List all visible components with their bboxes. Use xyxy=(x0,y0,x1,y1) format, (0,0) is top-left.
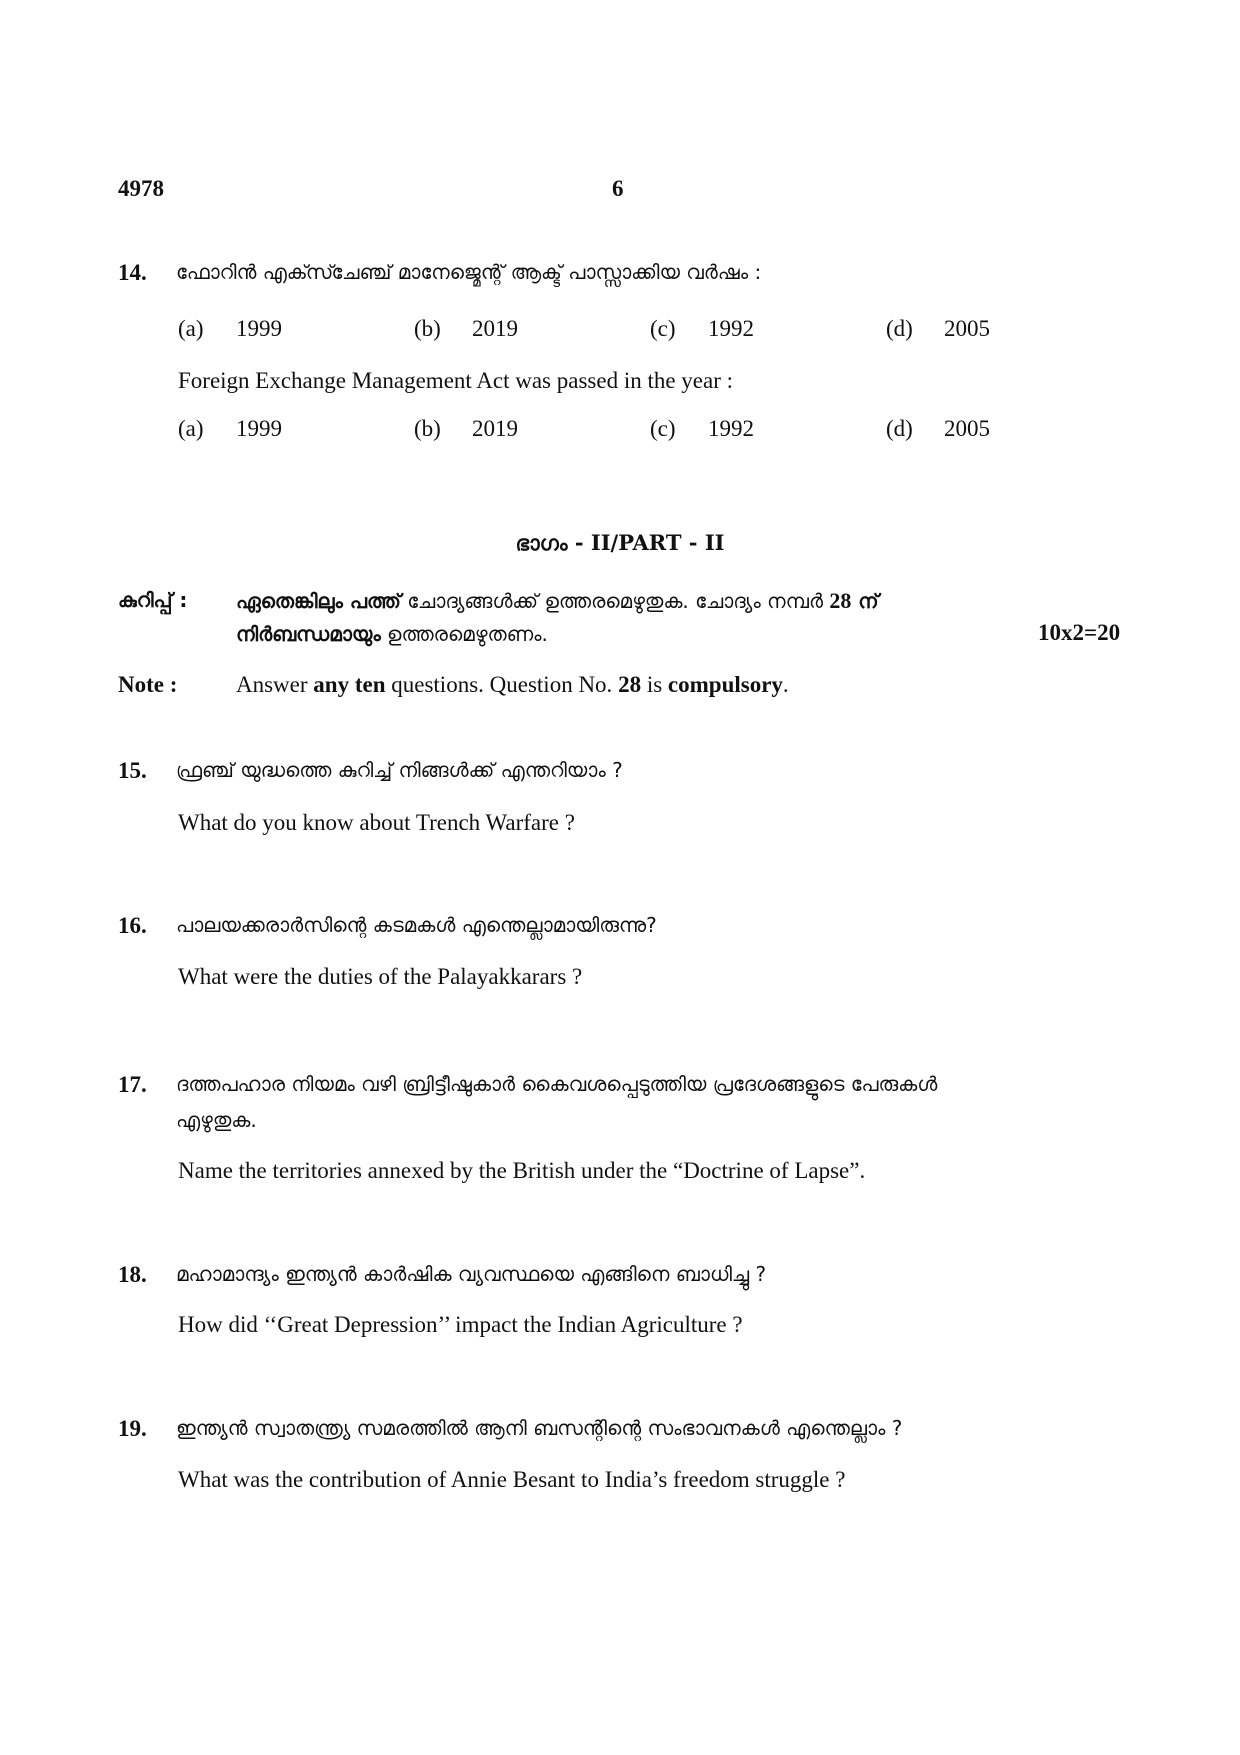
note-text: is xyxy=(641,672,668,697)
question-text-en: Foreign Exchange Management Act was passed in the year : xyxy=(178,368,734,393)
option-value: 1992 xyxy=(708,416,754,441)
option-value: 2019 xyxy=(472,316,518,341)
question-number: 17. xyxy=(118,1072,147,1097)
note-text: Answer xyxy=(236,672,314,697)
page-number: 6 xyxy=(612,176,624,201)
option-label: (c) xyxy=(650,416,676,441)
option-value: 1992 xyxy=(708,316,754,341)
question-number: 15. xyxy=(118,758,147,783)
note-text-ml xyxy=(236,588,879,614)
note-text: . xyxy=(782,672,789,697)
note-text: ചോദ്യങ്ങൾക്ക് ഉത്തരമെഴുതുക. ചോദ്യം നമ്പർ xyxy=(400,589,830,613)
note-label-en: Note : xyxy=(118,672,178,697)
question-text-en: What were the duties of the Palayakkarars ? xyxy=(178,964,583,989)
option-label: (a) xyxy=(178,316,204,341)
question-text-ml-line2: എഴുതുക. xyxy=(176,1108,257,1132)
option-value: 1999 xyxy=(236,316,282,341)
note-emphasis: ഏതെങ്കിലും പത്ത് xyxy=(236,589,401,613)
note-emphasis: compulsory xyxy=(667,672,783,697)
note-question-number: 28 xyxy=(829,588,852,613)
option-label: (b) xyxy=(414,316,441,341)
paper-code: 4978 xyxy=(118,176,164,201)
option-label: (a) xyxy=(178,416,204,441)
note-label-ml: കുറിപ്പ് : xyxy=(118,588,188,612)
option-label: (b) xyxy=(414,416,441,441)
option-label: (c) xyxy=(650,316,676,341)
question-text-ml: മഹാമാന്ദ്യം ഇന്ത്യൻ കാർഷിക വ്യവസ്ഥയെ എങ്ങിനെ ബാധിച്ചു ? xyxy=(176,1262,767,1286)
question-number: 14. xyxy=(118,260,147,285)
option-value: 2019 xyxy=(472,416,518,441)
option-label: (d) xyxy=(886,316,913,341)
note-emphasis: 28 xyxy=(618,672,642,697)
question-number: 16. xyxy=(118,913,147,938)
question-text-ml: ദത്തപഹാര നിയമം വഴി ബ്രിട്ടീഷുകാർ കൈവശപ്പെടുത്തിയ പ്രദേശങ്ങളുടെ പേരുകൾ xyxy=(176,1072,938,1096)
question-text-ml: ഫ്രഞ്ച് യുദ്ധത്തെ കുറിച്ച് നിങ്ങൾക്ക് എന്തറിയാം ? xyxy=(176,758,623,782)
note-text: questions. Question No. xyxy=(385,672,619,697)
question-number: 18. xyxy=(118,1262,147,1287)
question-number: 19. xyxy=(118,1416,147,1441)
note-text: ഉത്തരമെഴുതണം. xyxy=(380,622,548,646)
marks-label: 10x2=20 xyxy=(1038,620,1121,645)
question-text-en: Name the territories annexed by the British under the “Doctrine of Lapse”. xyxy=(178,1158,866,1183)
question-text-en: What do you know about Trench Warfare ? xyxy=(178,810,575,835)
note-emphasis: any ten xyxy=(313,672,386,697)
option-value: 2005 xyxy=(944,416,990,441)
option-label: (d) xyxy=(886,416,913,441)
question-text-ml: പാലയക്കരാർസിന്റെ കടമകൾ എന്തെല്ലാമായിരുന്നു? xyxy=(176,913,657,937)
question-text-en: How did ‘‘Great Depression’’ impact the Indian Agriculture ? xyxy=(178,1312,743,1337)
part-heading: ഭാഗം - II/PART - II xyxy=(515,530,725,555)
note-text-ml-line2 xyxy=(236,622,548,646)
note-emphasis: നിർബന്ധമായും xyxy=(236,622,381,646)
note-text-en xyxy=(236,672,789,698)
question-text-ml: ഇന്ത്യൻ സ്വാതന്ത്ര്യ സമരത്തിൽ ആനി ബസന്റിന്റെ സംഭാവനകൾ എന്തെല്ലാം ? xyxy=(176,1416,903,1440)
option-value: 2005 xyxy=(944,316,990,341)
question-text-ml: ഫോറിൻ എക്സ്ചേഞ്ച് മാനേജ്മെന്റ് ആക്ട് പാസ്സാക്കിയ വർഷം : xyxy=(176,260,762,284)
option-value: 1999 xyxy=(236,416,282,441)
question-text-en: What was the contribution of Annie Besant to India’s freedom struggle ? xyxy=(178,1467,846,1492)
note-emphasis: ന് xyxy=(851,589,879,613)
